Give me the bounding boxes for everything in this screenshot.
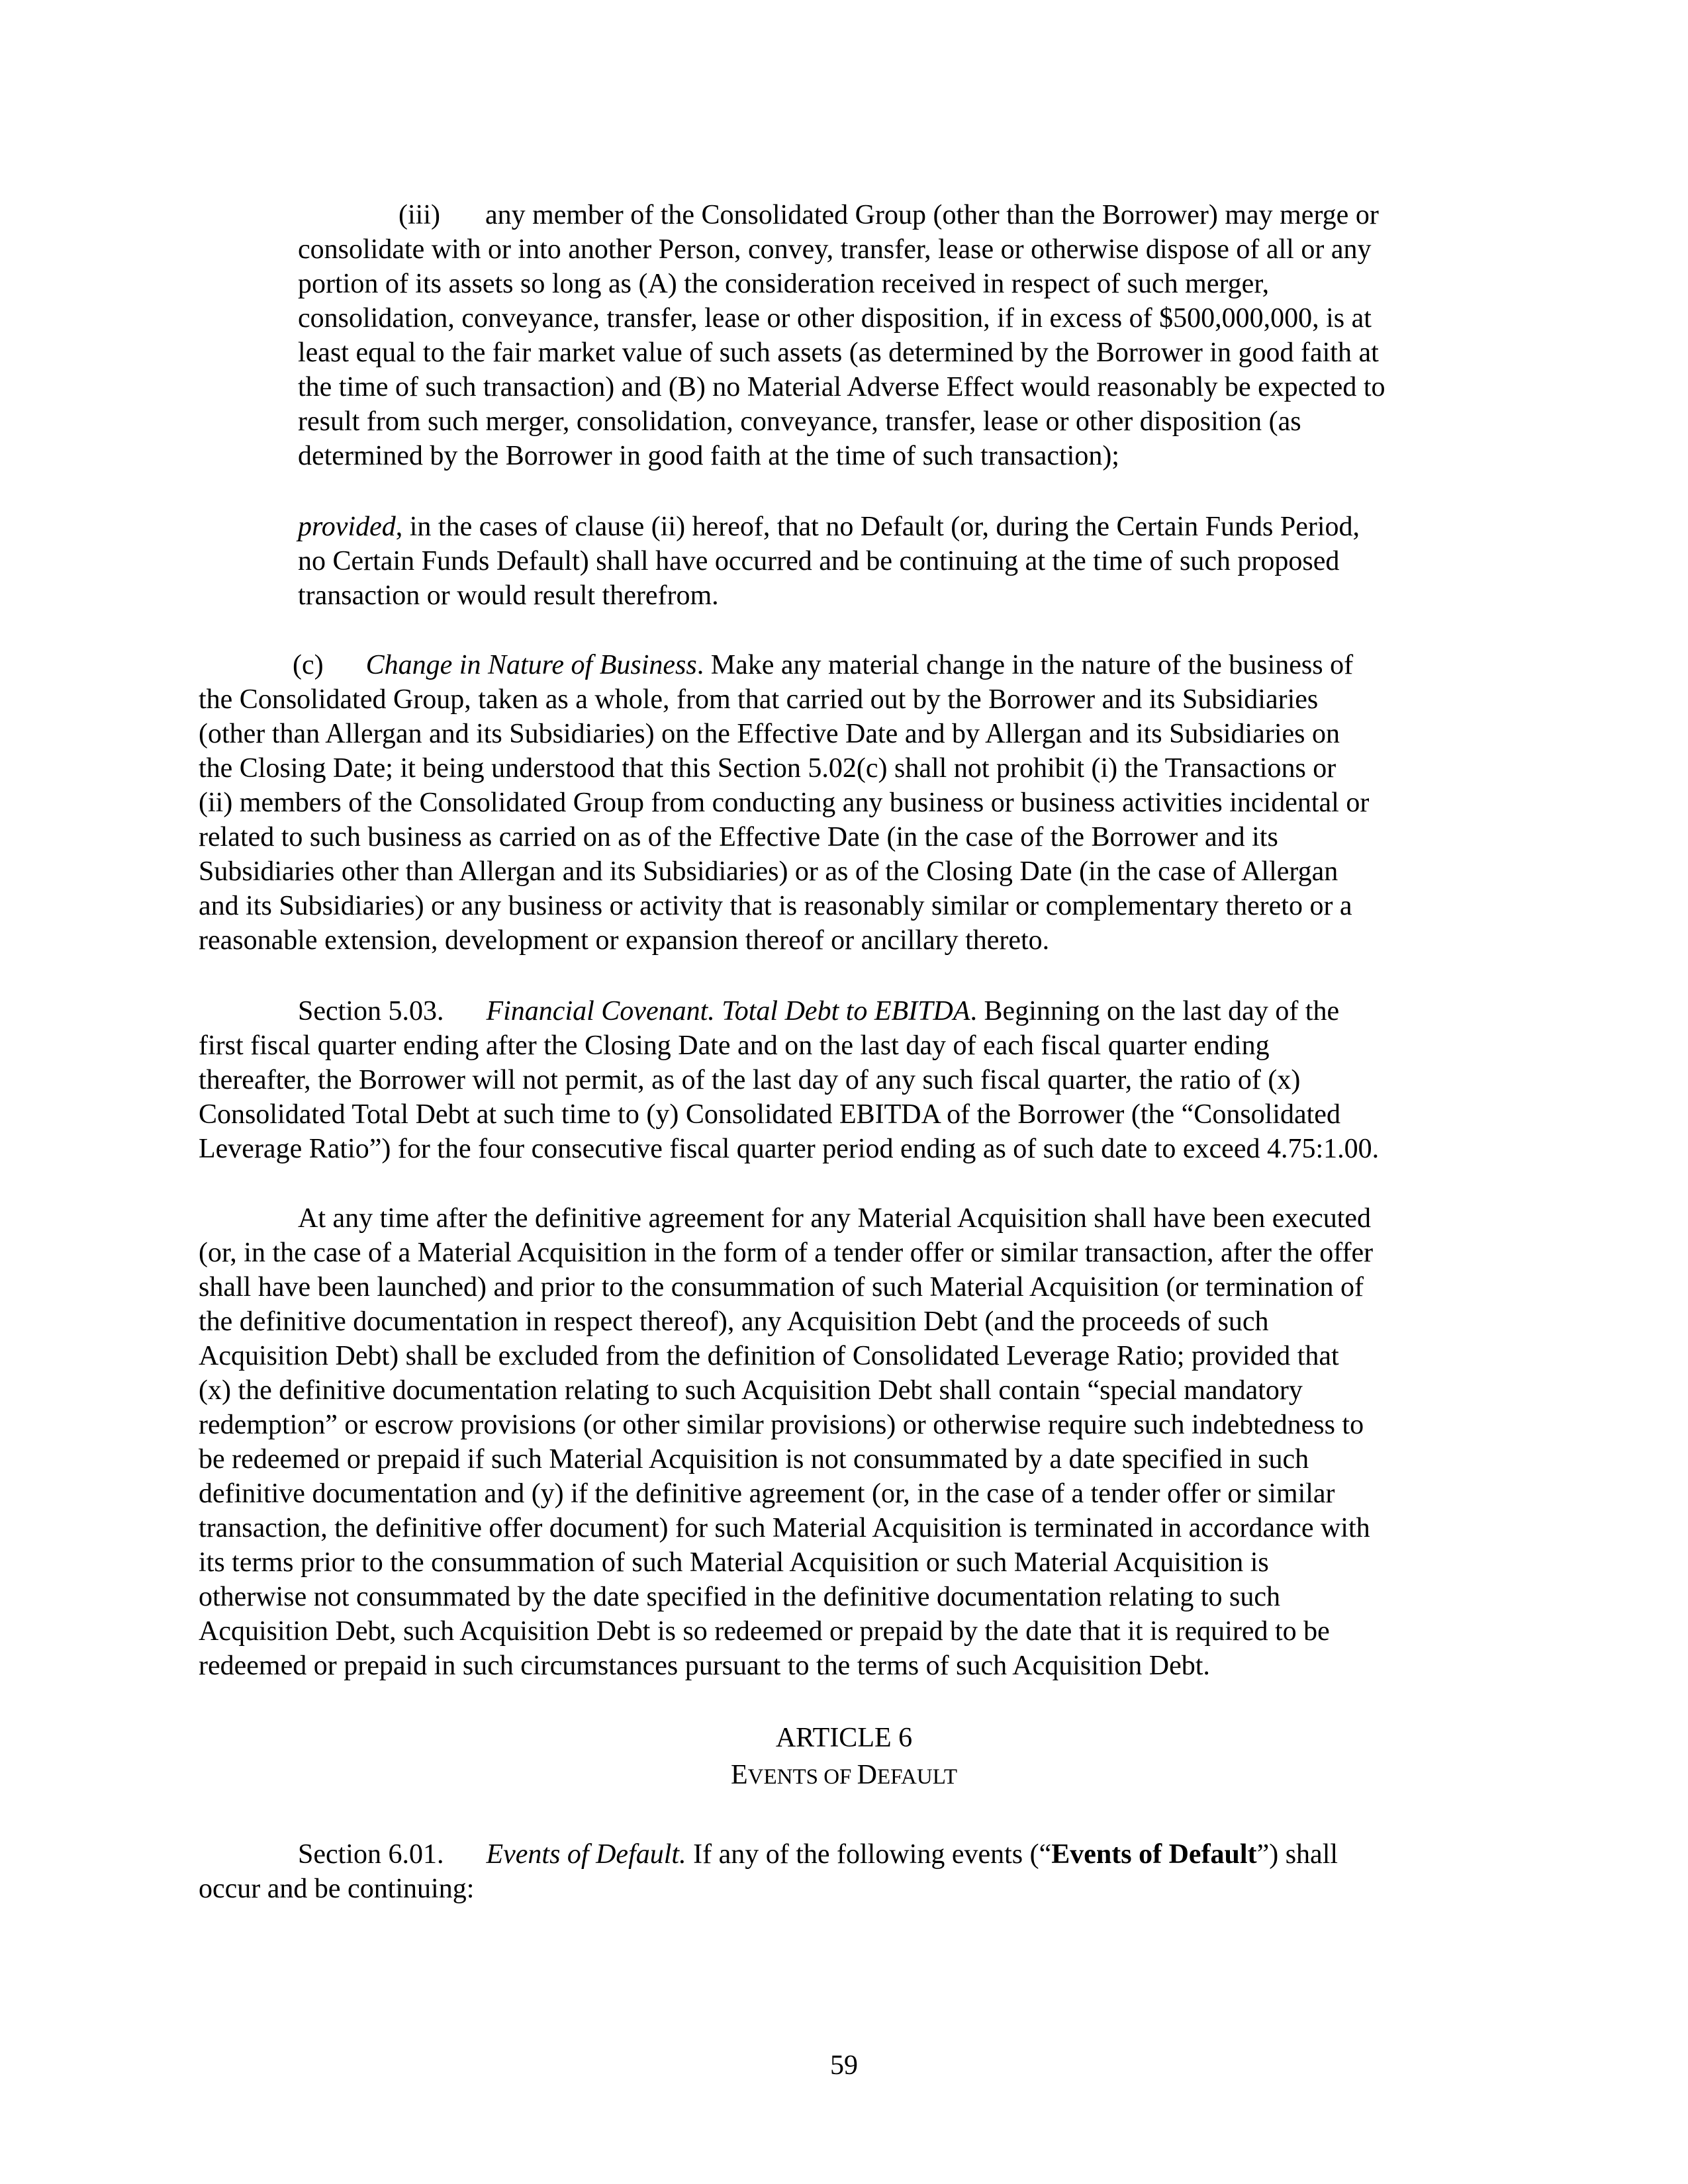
- text-line: reasonable extension, development or expansion thereof or ancillary thereto.: [199, 925, 1050, 956]
- text-line: be redeemed or prepaid if such Material Acquisition is not consummated by a date specified in such: [199, 1444, 1309, 1475]
- section-601-heading: Events of Default.: [486, 1839, 686, 1870]
- text-line: Subsidiaries other than Allergan and its Subsidiaries) or as of the Closing Date (in the case of Allergan: [199, 856, 1338, 887]
- clause-c-first-line: (c) Change in Nature of Business. Make any material change in the nature of the business of: [293, 650, 1354, 680]
- text-line: redeemed or prepaid in such circumstances pursuant to the terms of such Acquisition Debt.: [199, 1651, 1210, 1681]
- text-line: result from such merger, consolidation, conveyance, transfer, lease or other disposition (as: [298, 406, 1301, 437]
- section-601-paragraph: [199, 1837, 1338, 1906]
- text-line: related to such business as carried on as of the Effective Date (in the case of the Borrower and its: [199, 822, 1278, 852]
- proviso-paragraph: [298, 510, 1360, 613]
- text-line: transaction or would result therefrom.: [298, 580, 719, 611]
- text-line: Acquisition Debt) shall be excluded from the definition of Consolidated Leverage Ratio; provided that: [199, 1341, 1339, 1371]
- text-line: the Closing Date; it being understood that this Section 5.02(c) shall not prohibit (i) the Transactions or: [199, 753, 1336, 784]
- text-line: the Consolidated Group, taken as a whole, from that carried out by the Borrower and its Subsidiaries: [199, 684, 1319, 715]
- text-line: thereafter, the Borrower will not permit, as of the last day of any such fiscal quarter, the ratio of (x): [199, 1065, 1301, 1095]
- text-line: transaction, the definitive offer document) for such Material Acquisition is terminated in accordance with: [199, 1513, 1370, 1543]
- section-601-label: Section 6.01.: [298, 1839, 444, 1870]
- text-line: first fiscal quarter ending after the Closing Date and on the last day of each fiscal quarter ending: [199, 1030, 1270, 1061]
- clause-c-label: (c): [293, 650, 324, 680]
- text-line: redemption” or escrow provisions (or other similar provisions) or otherwise require such indebtedness to: [199, 1410, 1364, 1440]
- events-of-default-term: Events of Default: [1051, 1839, 1257, 1870]
- section-601-first-line: Section 6.01. Events of Default. If any of the following events (“Events of Default”) shall: [298, 1839, 1338, 1870]
- text-line: consolidate with or into another Person, convey, transfer, lease or otherwise dispose of all or any: [298, 234, 1372, 265]
- clause-c-paragraph: [199, 648, 1369, 958]
- text-line: the time of such transaction) and (B) no Material Adverse Effect would reasonably be expected to: [298, 372, 1385, 402]
- section-503-heading: Financial Covenant. Total Debt to EBITDA: [486, 996, 970, 1026]
- clause-iii-label: (iii): [399, 200, 440, 230]
- text-line: (ii) members of the Consolidated Group from conducting any business or business activities incidental or: [199, 788, 1370, 818]
- text-line: least equal to the fair market value of such assets (as determined by the Borrower in good faith at: [298, 338, 1379, 368]
- section-503-first-line: Section 5.03. Financial Covenant. Total Debt to EBITDA. Beginning on the last day of the: [298, 996, 1340, 1026]
- text-line: definitive documentation and (y) if the definitive agreement (or, in the case of a tender offer or similar: [199, 1479, 1335, 1509]
- article-title: ARTICLE 6: [775, 1723, 913, 1753]
- text-line: shall have been launched) and prior to the consummation of such Material Acquisition (or termination of: [199, 1272, 1364, 1302]
- text-line: portion of its assets so long as (A) the consideration received in respect of such merger,: [298, 269, 1270, 299]
- page-number: 59: [830, 2050, 858, 2081]
- clause-iii-first-line: (iii) any member of the Consolidated Group (other than the Borrower) may merge or: [399, 200, 1379, 230]
- text-line: no Certain Funds Default) shall have occurred and be continuing at the time of such proposed: [298, 546, 1340, 576]
- text-line: otherwise not consummated by the date specified in the definitive documentation relating to such: [199, 1582, 1281, 1612]
- text-line: (or, in the case of a Material Acquisition in the form of a tender offer or similar transaction, after the offer: [199, 1238, 1374, 1268]
- article-subtitle: EVENTS OF DEFAULT: [730, 1760, 958, 1790]
- text-line: determined by the Borrower in good faith at the time of such transaction);: [298, 441, 1119, 471]
- text-line: (other than Allergan and its Subsidiaries) on the Effective Date and by Allergan and its Subsidiaries on: [199, 719, 1340, 749]
- text-line: occur and be continuing:: [199, 1874, 475, 1904]
- text-line: and its Subsidiaries) or any business or activity that is reasonably similar or complementary thereto or a: [199, 891, 1352, 921]
- section-503-paragraph: [199, 994, 1379, 1166]
- text-line: (x) the definitive documentation relating to such Acquisition Debt shall contain “special mandatory: [199, 1375, 1303, 1406]
- text-line: its terms prior to the consummation of such Material Acquisition or such Material Acquisition is: [199, 1547, 1269, 1578]
- text-line: Leverage Ratio”) for the four consecutive fiscal quarter period ending as of such date to exceed 4.75:1.00.: [199, 1134, 1380, 1164]
- section-503-label: Section 5.03.: [298, 996, 444, 1026]
- proviso-italic-word: provided: [298, 512, 396, 542]
- text-line: consolidation, conveyance, transfer, lease or other disposition, if in excess of $500,000,000, is at: [298, 303, 1372, 334]
- clause-c-heading: Change in Nature of Business: [365, 650, 697, 680]
- text-line: Acquisition Debt, such Acquisition Debt is so redeemed or prepaid by the date that it is required to be: [199, 1616, 1330, 1647]
- clause-iii-paragraph: [298, 198, 1385, 473]
- text-line: Consolidated Total Debt at such time to (y) Consolidated EBITDA of the Borrower (the “Consolidated: [199, 1099, 1340, 1130]
- text-line: At any time after the definitive agreement for any Material Acquisition shall have been executed: [298, 1203, 1372, 1234]
- proviso-first-line: provided, in the cases of clause (ii) hereof, that no Default (or, during the Certain Funds Period,: [298, 512, 1360, 542]
- text-line: the definitive documentation in respect thereof), any Acquisition Debt (and the proceeds of such: [199, 1306, 1269, 1337]
- acquisition-debt-paragraph: [199, 1201, 1373, 1683]
